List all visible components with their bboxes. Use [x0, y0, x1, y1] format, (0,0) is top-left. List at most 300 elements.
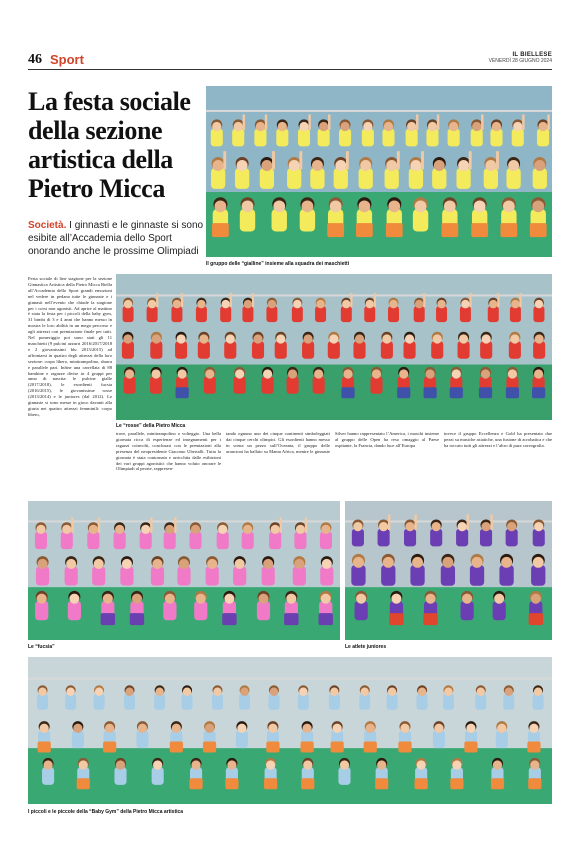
- gym-bag: [222, 613, 236, 625]
- gymnast-face: [418, 688, 426, 696]
- caption-fucsia: Le “fucsia”: [28, 644, 55, 650]
- photo-fucsia-image: [28, 501, 340, 640]
- gymnast-face: [372, 369, 381, 378]
- article-kicker: Società.: [28, 220, 67, 231]
- gymnast-face: [399, 369, 408, 378]
- gymnast-body: [35, 601, 48, 620]
- gymnast-body: [362, 129, 374, 147]
- gymnast-body: [234, 376, 246, 394]
- gymnast-face: [207, 559, 217, 569]
- gymnast-body: [484, 168, 498, 189]
- gym-bag: [530, 223, 547, 237]
- gymnast-body: [381, 565, 395, 586]
- photo-fucsia: [28, 501, 340, 640]
- gym-bag: [375, 778, 388, 789]
- gymnast-body: [385, 168, 399, 189]
- gymnast-face: [224, 594, 234, 604]
- gymnast-face: [434, 160, 445, 171]
- gymnast-face: [538, 122, 547, 131]
- gymnast-face: [148, 300, 156, 308]
- photo-beam: [345, 520, 552, 522]
- photo-gialline-image: [206, 86, 552, 257]
- gym-bag: [423, 387, 436, 398]
- gymnast-face: [103, 594, 113, 604]
- gymnast-body: [150, 376, 162, 394]
- gymnast-face: [492, 122, 501, 131]
- gymnast-face: [261, 160, 272, 171]
- gymnast-body: [480, 529, 492, 547]
- raised-arm: [469, 293, 471, 307]
- gymnast-face: [227, 760, 236, 769]
- gymnast-body: [300, 209, 315, 231]
- gymnast-body: [533, 694, 544, 710]
- gymnast-body: [382, 129, 394, 147]
- gymnast-face: [213, 160, 224, 171]
- gymnast-body: [298, 694, 309, 710]
- gymnast-face: [38, 688, 46, 696]
- header-rule: [28, 69, 552, 70]
- gymnast-body: [224, 341, 236, 359]
- gymnast-face: [477, 688, 485, 696]
- gymnast-body: [426, 129, 438, 147]
- gymnast-face: [415, 300, 423, 308]
- gymnast-body: [414, 306, 425, 322]
- gym-bag: [203, 742, 216, 753]
- gymnast-body: [268, 694, 279, 710]
- gymnast-body: [406, 129, 418, 147]
- gymnast-body: [150, 341, 162, 359]
- gymnast-face: [485, 160, 496, 171]
- gymnast-body: [292, 306, 303, 322]
- gymnast-body: [163, 601, 176, 620]
- gymnast-body: [269, 532, 281, 550]
- gymnast-face: [115, 525, 124, 534]
- gymnast-face: [213, 688, 221, 696]
- gymnast-body: [147, 306, 158, 322]
- gymnast-body: [68, 601, 81, 620]
- gymnast-face: [37, 594, 47, 604]
- gym-bag: [491, 778, 504, 789]
- gymnast-face: [459, 334, 468, 343]
- raised-arm: [519, 293, 521, 307]
- gymnast-face: [466, 724, 475, 733]
- gymnast-body: [496, 731, 508, 749]
- raised-arm: [423, 293, 425, 307]
- gymnast-face: [353, 522, 362, 531]
- raised-arm: [305, 517, 307, 532]
- gymnast-body: [310, 168, 324, 189]
- gymnast-body: [417, 694, 428, 710]
- gymnast-face: [197, 300, 205, 308]
- gymnast-body: [151, 566, 164, 585]
- gym-bag: [130, 613, 144, 625]
- gymnast-face: [221, 300, 229, 308]
- gym-bag: [479, 387, 492, 398]
- gymnast-body: [189, 532, 201, 550]
- gymnast-face: [296, 525, 305, 534]
- raised-arm: [98, 517, 100, 532]
- gym-bag: [398, 742, 411, 753]
- gymnast-face: [462, 594, 472, 604]
- gymnast-face: [415, 200, 427, 212]
- gym-bag: [212, 223, 229, 237]
- gymnast-face: [534, 369, 543, 378]
- raised-arm: [230, 293, 232, 307]
- gymnast-face: [258, 594, 268, 604]
- gym-bag: [415, 778, 428, 789]
- gymnast-face: [425, 369, 434, 378]
- gymnast-face: [534, 160, 545, 171]
- gymnast-body: [233, 566, 246, 585]
- gymnast-body: [123, 306, 134, 322]
- article-column-1: Festa sociale di fine stagione per la sezione Ginnastica Artistica della Pietro Micca Biella all’Accademia dello Sport grandi emozioni nel vedere in pedana tutte le ginnaste e i ginnasti nell’evento che chiude la stagione per i corsi non agonisti. Ad aprire al mattino è stata la festa per i piccoli della baby gym, 31 bimbi di 3 e 4 anni che hanno messo in mostra le loro abilità in un mega percorso e agli attrezzi con premiazione finale per tutti. Nel pomeriggio poi sono stati gli 11 maschietti (9 pulcini azzurri 2016/2017/2018 e 2 giovanissimi blu 2013/2015) ad affrontarsi in quattro degli attrezzi della loro sezione: corpo libero, minitrampolino, sbarra e parallele pari. Infine una carrellata di 88 bambine e ragazze divise in 4 gruppi per anno di nascita: le pulcine gialle (2017/2018), le esordienti fucsia (2016/2015), le giovanissime rosse (2013/2014) e le juniores (dal 2012). Le ginnaste si sono messe in gioco davanti alla giuria nei quattro attrezzi femminili: corpo libero,: [28, 276, 112, 417]
- gymnast-face: [212, 122, 221, 131]
- gymnast-face: [235, 559, 245, 569]
- gymnast-face: [286, 594, 296, 604]
- gymnast-body: [262, 376, 274, 394]
- gymnast-face: [153, 760, 162, 769]
- gym-bag: [356, 223, 373, 237]
- gymnast-body: [72, 731, 84, 749]
- gymnast-face: [43, 760, 52, 769]
- gym-bag: [103, 742, 116, 753]
- gymnast-body: [320, 532, 332, 550]
- gymnast-body: [456, 529, 468, 547]
- gymnast-body: [533, 341, 545, 359]
- gymnast-face: [428, 122, 437, 131]
- gymnast-face: [511, 300, 519, 308]
- gymnast-face: [417, 760, 426, 769]
- gym-bag: [527, 742, 540, 753]
- raised-arm: [181, 293, 183, 307]
- gymnast-face: [360, 160, 371, 171]
- article-subhead-text: I ginnasti e le ginnaste si sono esibite all’Accademia dello Sport onorando anche le prossime Olimpiadi: [28, 220, 204, 257]
- raised-arm: [497, 293, 499, 307]
- gymnast-body: [512, 129, 524, 147]
- gymnast-body: [315, 306, 326, 322]
- photo-floor: [206, 192, 552, 257]
- gymnast-body: [140, 532, 152, 550]
- gymnast-face: [400, 724, 409, 733]
- gymnast-body: [220, 306, 231, 322]
- newspaper-name: IL BIELLESE: [512, 52, 552, 58]
- gymnast-body: [341, 306, 352, 322]
- gymnast-face: [529, 724, 538, 733]
- gym-bag: [225, 778, 238, 789]
- gymnast-face: [303, 334, 312, 343]
- gymnast-face: [534, 522, 543, 531]
- gymnast-face: [452, 369, 461, 378]
- gymnast-face: [268, 724, 277, 733]
- gym-bag: [341, 387, 354, 398]
- gym-bag: [386, 223, 403, 237]
- photo-beam: [28, 678, 552, 680]
- gymnast-body: [276, 129, 288, 147]
- gymnast-body: [460, 306, 471, 322]
- gymnast-body: [506, 529, 518, 547]
- gym-bag: [500, 223, 517, 237]
- gymnast-body: [506, 168, 520, 189]
- gym-bag: [38, 742, 51, 753]
- page-header: [28, 52, 552, 68]
- gymnast-face: [289, 160, 300, 171]
- gym-bag: [176, 387, 189, 398]
- photo-beam: [206, 110, 552, 112]
- gymnast-face: [481, 522, 490, 531]
- gymnast-face: [508, 160, 519, 171]
- gymnast-body: [266, 306, 277, 322]
- gymnast-body: [537, 129, 549, 147]
- gymnast-body: [320, 566, 333, 585]
- gymnast-face: [62, 525, 71, 534]
- gymnast-body: [488, 306, 499, 322]
- gymnast-body: [387, 694, 398, 710]
- photo-rosse: [116, 274, 552, 420]
- raised-arm: [522, 114, 524, 129]
- gymnast-face: [183, 688, 191, 696]
- caption-rosse: Le “rosse” della Pietro Micca: [116, 423, 186, 429]
- gymnast-face: [391, 594, 401, 604]
- gymnast-body: [334, 168, 348, 189]
- gymnast-face: [330, 688, 338, 696]
- gymnast-face: [384, 122, 393, 131]
- gymnast-body: [370, 376, 382, 394]
- photo-floor: [345, 587, 552, 640]
- gymnast-body: [252, 341, 264, 359]
- gymnast-body: [154, 694, 165, 710]
- raised-arm: [397, 151, 400, 169]
- gymnast-face: [433, 334, 442, 343]
- raised-arm: [350, 293, 352, 307]
- gymnast-face: [316, 300, 324, 308]
- raised-arm: [490, 515, 492, 530]
- gymnast-face: [105, 724, 114, 733]
- gymnast-face: [412, 557, 423, 568]
- gymnast-body: [198, 341, 210, 359]
- gymnast-face: [36, 525, 45, 534]
- gymnast-face: [125, 369, 134, 378]
- gymnast-face: [342, 300, 350, 308]
- gymnast-face: [366, 724, 375, 733]
- gymnast-face: [503, 200, 515, 212]
- raised-arm: [174, 517, 176, 532]
- gym-bag: [327, 223, 344, 237]
- gymnast-body: [404, 529, 416, 547]
- gymnast-face: [507, 522, 516, 531]
- gym-bag: [284, 613, 298, 625]
- gymnast-body: [120, 566, 133, 585]
- gymnast-body: [254, 129, 266, 147]
- gymnast-face: [444, 200, 456, 212]
- gymnast-face: [205, 369, 214, 378]
- raised-arm: [421, 151, 424, 169]
- gymnast-face: [178, 369, 187, 378]
- raised-arm: [496, 151, 499, 169]
- gymnast-body: [409, 168, 423, 189]
- gymnast-face: [116, 760, 125, 769]
- gymnast-face: [263, 559, 273, 569]
- gymnast-body: [94, 694, 105, 710]
- gymnast-face: [253, 334, 262, 343]
- gymnast-face: [493, 760, 502, 769]
- gymnast-body: [114, 767, 126, 785]
- gymnast-body: [272, 209, 287, 231]
- gymnast-face: [123, 334, 132, 343]
- raised-arm: [223, 151, 226, 169]
- gymnast-face: [299, 122, 308, 131]
- gymnast-body: [431, 341, 443, 359]
- gymnast-face: [389, 300, 397, 308]
- gymnast-face: [95, 688, 103, 696]
- gymnast-body: [204, 376, 216, 394]
- gymnast-face: [405, 522, 414, 531]
- gymnast-face: [243, 525, 252, 534]
- gymnast-body: [448, 129, 460, 147]
- gymnast-face: [449, 122, 458, 131]
- gymnast-body: [152, 767, 164, 785]
- gymnast-face: [299, 688, 307, 696]
- gymnast-body: [404, 341, 416, 359]
- gymnast-face: [489, 300, 497, 308]
- gym-bag: [397, 387, 410, 398]
- gymnast-face: [138, 724, 147, 733]
- gymnast-face: [472, 122, 481, 131]
- gymnast-face: [497, 724, 506, 733]
- gymnast-body: [124, 376, 136, 394]
- gymnast-body: [509, 341, 521, 359]
- gymnast-face: [242, 200, 254, 212]
- gymnast-face: [501, 557, 512, 568]
- gymnast-body: [262, 566, 275, 585]
- page-number: 46: [28, 52, 42, 67]
- gymnast-face: [66, 688, 74, 696]
- gymnast-body: [443, 694, 454, 710]
- caption-gialline: Il gruppo delle “gialline” insieme alla squadra dei maschietti: [206, 261, 350, 267]
- gymnast-face: [94, 559, 104, 569]
- gymnast-face: [359, 200, 371, 212]
- photo-beam: [28, 520, 340, 522]
- gym-bag: [266, 742, 279, 753]
- gymnast-face: [278, 122, 287, 131]
- raised-arm: [467, 515, 469, 530]
- gymnast-body: [430, 529, 442, 547]
- gymnast-face: [382, 334, 391, 343]
- gymnast-face: [237, 160, 248, 171]
- raised-arm: [308, 114, 310, 129]
- gymnast-face: [329, 334, 338, 343]
- photo-babygym-image: [28, 657, 552, 804]
- gymnast-face: [270, 688, 278, 696]
- gymnast-face: [432, 522, 441, 531]
- gymnast-body: [257, 601, 270, 620]
- gymnast-body: [177, 566, 190, 585]
- gym-bag: [528, 778, 541, 789]
- raised-arm: [328, 114, 330, 129]
- gymnast-face: [383, 557, 394, 568]
- gymnast-face: [508, 369, 517, 378]
- gymnast-body: [432, 168, 446, 189]
- gymnast-face: [73, 724, 82, 733]
- gymnast-body: [353, 341, 365, 359]
- gym-bag: [101, 613, 115, 625]
- gymnast-face: [452, 760, 461, 769]
- gym-bag: [529, 613, 543, 625]
- gymnast-body: [287, 168, 301, 189]
- caption-juniores: Le atlete juniores: [345, 644, 387, 650]
- raised-arm: [388, 515, 390, 530]
- raised-arm: [280, 517, 282, 532]
- gymnast-body: [355, 601, 368, 620]
- gymnast-face: [482, 334, 491, 343]
- gymnast-face: [461, 300, 469, 308]
- gymnast-face: [386, 160, 397, 171]
- gymnast-body: [65, 566, 78, 585]
- gymnast-body: [217, 532, 229, 550]
- gymnast-face: [199, 334, 208, 343]
- gymnast-body: [531, 565, 545, 586]
- gymnast-body: [533, 306, 544, 322]
- gymnast-face: [191, 760, 200, 769]
- gym-bag: [464, 742, 477, 753]
- gymnast-body: [328, 341, 340, 359]
- gymnast-body: [493, 601, 506, 620]
- gymnast-face: [474, 200, 486, 212]
- gymnast-body: [211, 168, 225, 189]
- gymnast-face: [343, 369, 352, 378]
- gymnast-face: [444, 688, 452, 696]
- gymnast-face: [294, 559, 304, 569]
- gym-bag: [471, 223, 488, 237]
- gymnast-face: [40, 724, 49, 733]
- photo-juniores: [345, 501, 552, 640]
- gymnast-body: [36, 566, 49, 585]
- gym-bag: [506, 387, 519, 398]
- gymnast-body: [42, 767, 54, 785]
- gym-bag: [441, 223, 458, 237]
- gymnast-body: [490, 129, 502, 147]
- photo-rosse-image: [116, 274, 552, 420]
- gym-bag: [423, 613, 437, 625]
- raised-arm: [265, 114, 267, 129]
- raised-arm: [414, 515, 416, 530]
- gymnast-body: [61, 532, 73, 550]
- gym-bag: [77, 778, 90, 789]
- gymnast-body: [313, 376, 325, 394]
- section-label: Sport: [50, 52, 84, 67]
- article-column-2: trave, parallele, minitrampolino o volteggio. Una bella giornata ricca di esperienze ed insegnamenti per i ragazzi coinvolti, conclusasi con le premiazioni alla presenza del neopresidente Giacomo Ubertalli. Tutta la giornata è stata contornata e arricchita dalle esibizioni dei vari gruppi agonistici che hanno voluto onorare le Olimpiadi al peorte, rappresen-: [116, 431, 221, 472]
- gymnast-face: [426, 594, 436, 604]
- gymnast-face: [176, 334, 185, 343]
- gymnast-face: [302, 724, 311, 733]
- gymnast-face: [240, 688, 248, 696]
- gymnast-body: [87, 532, 99, 550]
- gymnast-face: [132, 594, 142, 604]
- gym-bag: [264, 778, 277, 789]
- gymnast-body: [510, 306, 521, 322]
- gymnast-body: [364, 306, 375, 322]
- gymnast-face: [276, 334, 285, 343]
- gymnast-face: [319, 122, 328, 131]
- gymnast-face: [125, 688, 133, 696]
- gymnast-body: [410, 565, 424, 586]
- gymnast-body: [533, 529, 545, 547]
- photo-floor: [28, 748, 552, 804]
- gymnast-face: [244, 300, 252, 308]
- gymnast-face: [535, 334, 544, 343]
- raised-arm: [299, 151, 302, 169]
- gym-bag: [450, 778, 463, 789]
- article-subhead: [28, 219, 206, 258]
